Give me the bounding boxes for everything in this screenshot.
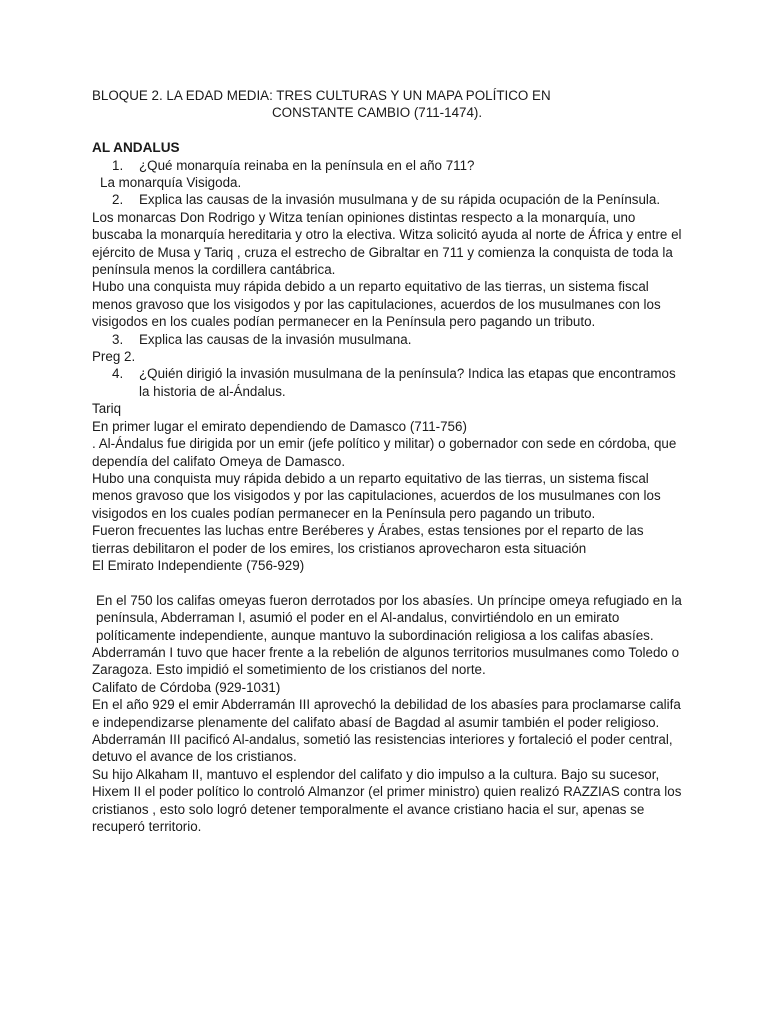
califato-paragraph: En el año 929 el emir Abderramán III aprovechó la debilidad de los abasíes para proclamarse califa e independizarse plenamente del califato abasí de Bagdad al asumir también el poder religioso. — [92, 697, 681, 730]
answer-4-paragraph: Hubo una conquista muy rápida debido a un reparto equitativo de las tierras, un sistema fiscal menos gravoso que los visigodos y por las capitulaciones, acuerdos de los musulmanes con los visigodos en los cuales podían permanecer en la Península pero pagando un tributo. — [92, 470, 661, 521]
answer-1: La monarquía Visigoda. — [100, 175, 242, 191]
document-body — [92, 87, 682, 835]
califato-heading: Califato de Córdoba (929-1031) — [92, 679, 281, 695]
blank-line — [92, 122, 682, 139]
question-number: 1. — [112, 157, 124, 173]
question-number: 4. — [112, 366, 124, 382]
califato-paragraph: Abderramán III pacificó Al-andalus, sometió las resistencias interiores y fortaleció el poder central, detuvo el avance de los cristianos. — [92, 732, 673, 765]
question-2 — [92, 191, 682, 208]
answer-2-paragraph: Hubo una conquista muy rápida debido a un reparto equitativo de las tierras, un sistema fiscal menos gravoso que los visigodos y por las capitulaciones, acuerdos de los musulmanes con los visigodos en los cuales podían permanecer en la Península pero pagando un tributo. — [92, 279, 661, 330]
answer-4-name: Tariq — [92, 401, 122, 417]
question-text: ¿Qué monarquía reinaba en la península en el año 711? — [139, 157, 475, 173]
emirato-independiente-paragraph: Abderramán I tuvo que hacer frente a la rebelión de algunos territorios musulmanes como Toledo o Zaragoza. Esto impidió el sometimiento de los cristianos del norte. — [92, 644, 680, 678]
emirato-independiente-paragraph: En el 750 los califas omeyas fueron derrotados por los abasíes. Un príncipe omeya refugiado en la península, Abderraman I, asumió el poder en el Al-andalus, convirtiéndolo en un emirato políticamente independiente, aunque mantuvo la subordinación religiosa a los califas abasíes. — [96, 592, 682, 643]
question-number: 3. — [112, 331, 124, 347]
answer-4-paragraph: Fueron frecuentes las luchas entre Beréberes y Árabes, estas tensiones por el reparto de las tierras debilitaron el poder de los emires, los cristianos aprovecharon esta situación — [92, 523, 644, 556]
answer-3: Preg 2. — [92, 349, 136, 365]
answer-2-paragraph: Los monarcas Don Rodrigo y Witza tenían opiniones distintas respecto a la monarquía, uno buscaba la monarquía hereditaria y otro la electiva. Witza solicitó ayuda al norte de África y entre el ejército de Musa y Tariq , cruza el estrecho de Gibraltar en 711 y comienza la conquista de toda la península menos la cordillera cantábrica. — [92, 209, 682, 278]
document-title-line-1: BLOQUE 2. LA EDAD MEDIA: TRES CULTURAS Y UN MAPA POLÍTICO EN — [92, 88, 551, 103]
question-text: ¿Quién dirigió la invasión musulmana de la península? Indica las etapas que encontramos la historia de al-Ándalus. — [139, 366, 676, 399]
blank-line — [92, 574, 682, 591]
question-1 — [92, 157, 682, 174]
emirato-dependiente-heading: En primer lugar el emirato dependiendo de Damasco (711-756) — [92, 418, 467, 434]
question-text: Explica las causas de la invasión musulmana y de su rápida ocupación de la Península. — [139, 192, 661, 208]
califato-paragraph: Su hijo Alkaham II, mantuvo el esplendor del califato y dio impulso a la cultura. Bajo su sucesor, Hixem II el poder político lo controló Almanzor (el primer ministro) quien realizó RAZZIAS contra los cristianos , esto solo logró detener temporalmente el avance cristiano hacia el sur, apenas se recuperó territorio. — [92, 766, 682, 835]
question-text: Explica las causas de la invasión musulmana. — [139, 331, 412, 347]
answer-4-paragraph: . Al-Ándalus fue dirigida por un emir (jefe político y militar) o gobernador con sede en córdoba, que dependía del califato Omeya de Damasco. — [92, 436, 677, 469]
emirato-independiente-heading: El Emirato Independiente (756-929) — [92, 557, 305, 573]
section-heading: AL ANDALUS — [92, 140, 180, 156]
question-3 — [92, 331, 682, 348]
document-title-line-2: CONSTANTE CAMBIO (711-1474). — [272, 105, 483, 121]
question-number: 2. — [112, 192, 124, 208]
question-4 — [92, 365, 682, 400]
